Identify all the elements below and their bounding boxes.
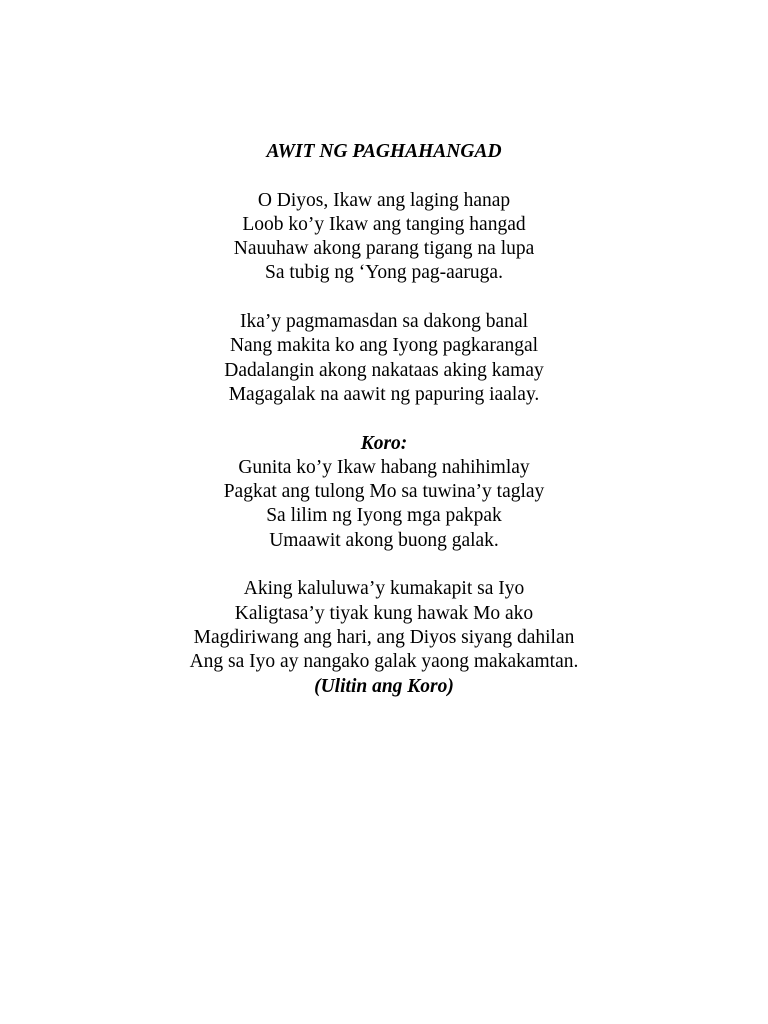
lyric-line: Sa tubig ng ‘Yong pag-aaruga. — [265, 262, 503, 284]
stanza-1 — [0, 189, 768, 286]
lyric-line: Sa lilim ng Iyong mga pakpak — [266, 505, 502, 527]
lyric-line: Gunita ko’y Ikaw habang nahihimlay — [238, 456, 530, 478]
lyric-line: Dadalangin akong nakataas aking kamay — [224, 359, 544, 381]
song-title: AWIT NG PAGHAHANGAD — [266, 141, 502, 162]
stanza-2 — [0, 310, 768, 407]
lyric-line: O Diyos, Ikaw ang laging hanap — [257, 189, 511, 211]
lyric-line: Pagkat ang tulong Mo sa tuwina’y taglay — [223, 481, 545, 503]
lyric-line: Ika’y pagmamasdan sa dakong banal — [239, 311, 529, 333]
lyric-line: Magagalak na aawit ng papuring iaalay. — [228, 383, 540, 405]
lyric-line: Nauuhaw akong parang tigang na lupa — [233, 238, 535, 260]
lyric-line: Magdiriwang ang hari, ang Diyos siyang dahilan — [193, 626, 575, 648]
chorus-label: Koro: — [360, 432, 408, 454]
lyrics-block — [0, 140, 768, 723]
lyric-line: Loob ko’y Ikaw ang tanging hangad — [242, 213, 526, 235]
lyric-line: Umaawit akong buong galak. — [269, 529, 499, 551]
lyric-line: Nang makita ko ang Iyong pagkarangal — [229, 335, 539, 357]
chorus-stanza — [0, 432, 768, 553]
lyric-line: Ang sa Iyo ay nangako galak yaong makakamtan. — [189, 651, 579, 673]
lyric-line: Kaligtasa’y tiyak kung hawak Mo ako — [234, 602, 534, 624]
lyric-line: Aking kaluluwa’y kumakapit sa Iyo — [243, 578, 525, 600]
repeat-chorus-note: (Ulitin ang Koro) — [314, 675, 454, 697]
stanza-4 — [0, 577, 768, 698]
